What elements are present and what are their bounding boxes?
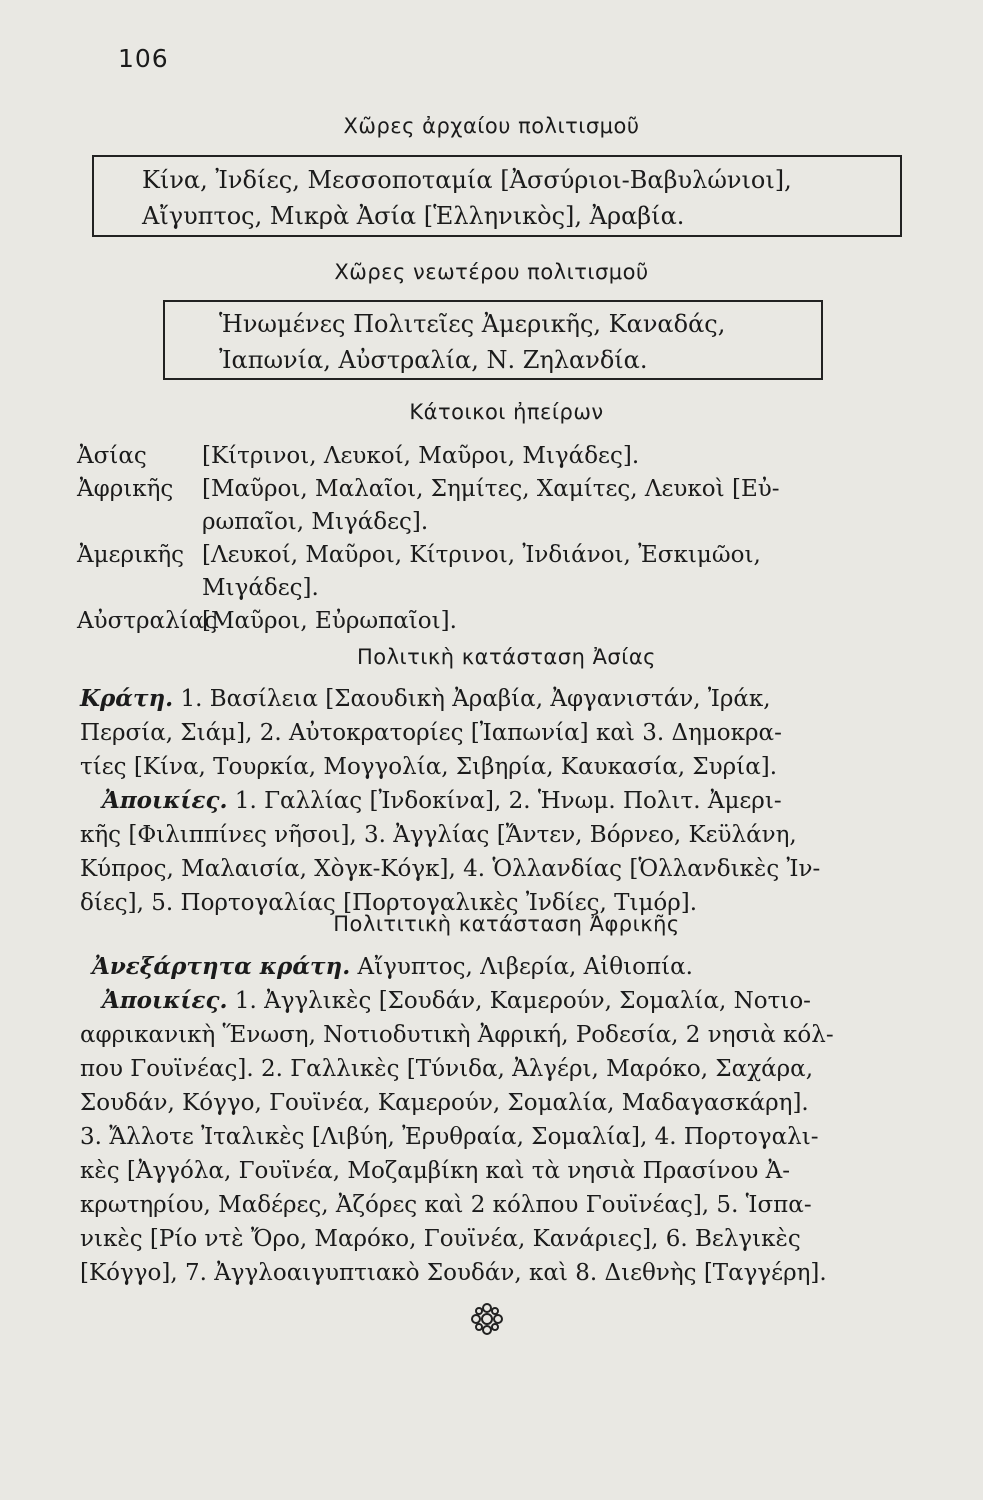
inhabitants-title: Κάτοικοι ἠπείρων (409, 400, 604, 424)
ancient-line-1: Κίνα, Ἰνδίες, Μεσσοποταμία [Ἀσσύριοι-Βαβυλώνιοι], (142, 166, 792, 194)
africa-title: Πολιτιτικὴ κατάσταση Ἀφρικῆς (333, 912, 680, 936)
inhabitants-row-asia (77, 440, 907, 473)
africa-colonies-line: 1. Ἀγγλικὲς [Σουδάν, Καμερούν, Σομαλία, Νοτιο- (227, 988, 811, 1014)
page-number: 106 (118, 44, 169, 73)
asia-title: Πολιτικὴ κατάσταση Ἀσίας (356, 645, 657, 669)
row-text: [Κίτρινοι, Λευκοί, Μαῦροι, Μιγάδες]. (202, 443, 640, 469)
modern-box (163, 300, 823, 380)
africa-colonies-line: κὲς [Ἀγγόλα, Γουϊνέα, Μοζαμβίκη καὶ τὰ νησιὰ Πρασίνου Ἀ- (80, 1158, 791, 1184)
colonies-label: Ἀποικίες. (102, 987, 228, 1014)
asia-states-line: Περσία, Σιάμ], 2. Αὐτοκρατορίες [Ἰαπωνία] καὶ 3. Δημοκρα- (80, 720, 782, 746)
modern-line-2: Ἰαπωνία, Αὐστραλία, Ν. Ζηλανδία. (219, 346, 648, 374)
ancient-title: Χῶρες ἀρχαίου πολιτισμοῦ (343, 114, 640, 138)
africa-colonies-first-line (80, 984, 910, 1018)
row-label: Αὐστραλίας (77, 608, 218, 634)
row-label: Ἀμερικῆς (77, 542, 185, 568)
asia-colonies-first-line (80, 784, 910, 818)
asia-colonies-line: 1. Γαλλίας [Ἰνδοκίνα], 2. Ἡνωμ. Πολιτ. Ἀμερι- (227, 788, 782, 814)
asia-colonies-line: Κύπρος, Μαλαισία, Χὸγκ-Κόγκ], 4. Ὁλλανδίας [Ὁλλανδικὲς Ἰν- (80, 856, 821, 882)
africa-colonies-line: αφρικανικὴ Ἕνωση, Νοτιοδυτικὴ Ἀφρική, Ροδεσία, 2 νησιὰ κόλ- (80, 1022, 834, 1048)
asia-states-first-line (80, 682, 910, 716)
inhabitants-row-america (77, 539, 907, 605)
ancient-box (92, 155, 902, 237)
inhabitants-list (77, 440, 907, 638)
africa-independent-line (80, 950, 910, 984)
asia-section (80, 682, 910, 920)
africa-colonies-line: κρωτηρίου, Μαδέρες, Ἀζόρες καὶ 2 κόλπου Γουϊνέας], 5. Ἱσπα- (80, 1192, 812, 1218)
row-text: [Μαῦροι, Εὐρωπαῖοι]. (202, 608, 457, 634)
independent-label: Ἀνεξάρτητα κράτη. (92, 953, 351, 980)
row-text: [Λευκοί, Μαῦροι, Κίτρινοι, Ἰνδιάνοι, Ἐσκιμῶοι, (202, 542, 761, 568)
africa-independent-text: Αἴγυπτος, Λιβερία, Αἰθιοπία. (350, 954, 693, 980)
asia-states-line: 1. Βασίλεια [Σαουδικὴ Ἀραβία, Ἀφγανιστάν, Ἰράκ, (173, 686, 771, 712)
row-text: [Μαῦροι, Μαλαῖοι, Σημίτες, Χαμίτες, Λευκοὶ [Εὐ- (202, 476, 780, 502)
states-label: Κράτη. (80, 685, 174, 712)
row-label: Ἀσίας (77, 443, 147, 469)
africa-colonies-line: Σουδάν, Κόγγο, Γουϊνέα, Καμερούν, Σομαλία, Μαδαγασκάρη]. (80, 1090, 809, 1116)
africa-colonies-line: νικὲς [Ρίο ντὲ Ὄρο, Μαρόκο, Γουϊνέα, Κανάριες], 6. Βελγικὲς (80, 1226, 801, 1252)
africa-section (80, 950, 910, 1290)
ornament-icon (467, 1302, 507, 1343)
africa-colonies-line: [Κόγγο], 7. Ἀγγλοαιγυπτιακὸ Σουδάν, καὶ 8. Διεθνὴς [Ταγγέρη]. (80, 1260, 827, 1286)
row-text: ρωπαῖοι, Μιγάδες]. (202, 509, 429, 535)
africa-colonies-line: που Γουϊνέας]. 2. Γαλλικὲς [Τύνιδα, Ἀλγέρι, Μαρόκο, Σαχάρα, (80, 1056, 814, 1082)
inhabitants-row-australia (77, 605, 907, 638)
modern-line-1: Ἡνωμένες Πολιτεῖες Ἀμερικῆς, Καναδάς, (219, 310, 726, 338)
africa-colonies-line: 3. Ἄλλοτε Ἰταλικὲς [Λιβύη, Ἐρυθραία, Σομαλία], 4. Πορτογαλι- (80, 1124, 819, 1150)
asia-states-line: τίες [Κίνα, Τουρκία, Μογγολία, Σιβηρία, Καυκασία, Συρία]. (80, 754, 778, 780)
inhabitants-row-africa (77, 473, 907, 539)
asia-colonies-line: δίες], 5. Πορτογαλίας [Πορτογαλικὲς Ἰνδίες, Τιμόρ]. (80, 890, 698, 916)
colonies-label: Ἀποικίες. (102, 787, 228, 814)
row-text: Μιγάδες]. (202, 575, 319, 601)
asia-colonies-line: κῆς [Φιλιππίνες νῆσοι], 3. Ἀγγλίας [Ἄντεν, Βόρνεο, Κεϋλάνη, (80, 822, 797, 848)
modern-title: Χῶρες νεωτέρου πολιτισμοῦ (334, 260, 649, 284)
row-label: Ἀφρικῆς (77, 476, 174, 502)
ancient-line-2: Αἴγυπτος, Μικρὰ Ἀσία [Ἑλληνικὸς], Ἀραβία. (142, 202, 685, 230)
